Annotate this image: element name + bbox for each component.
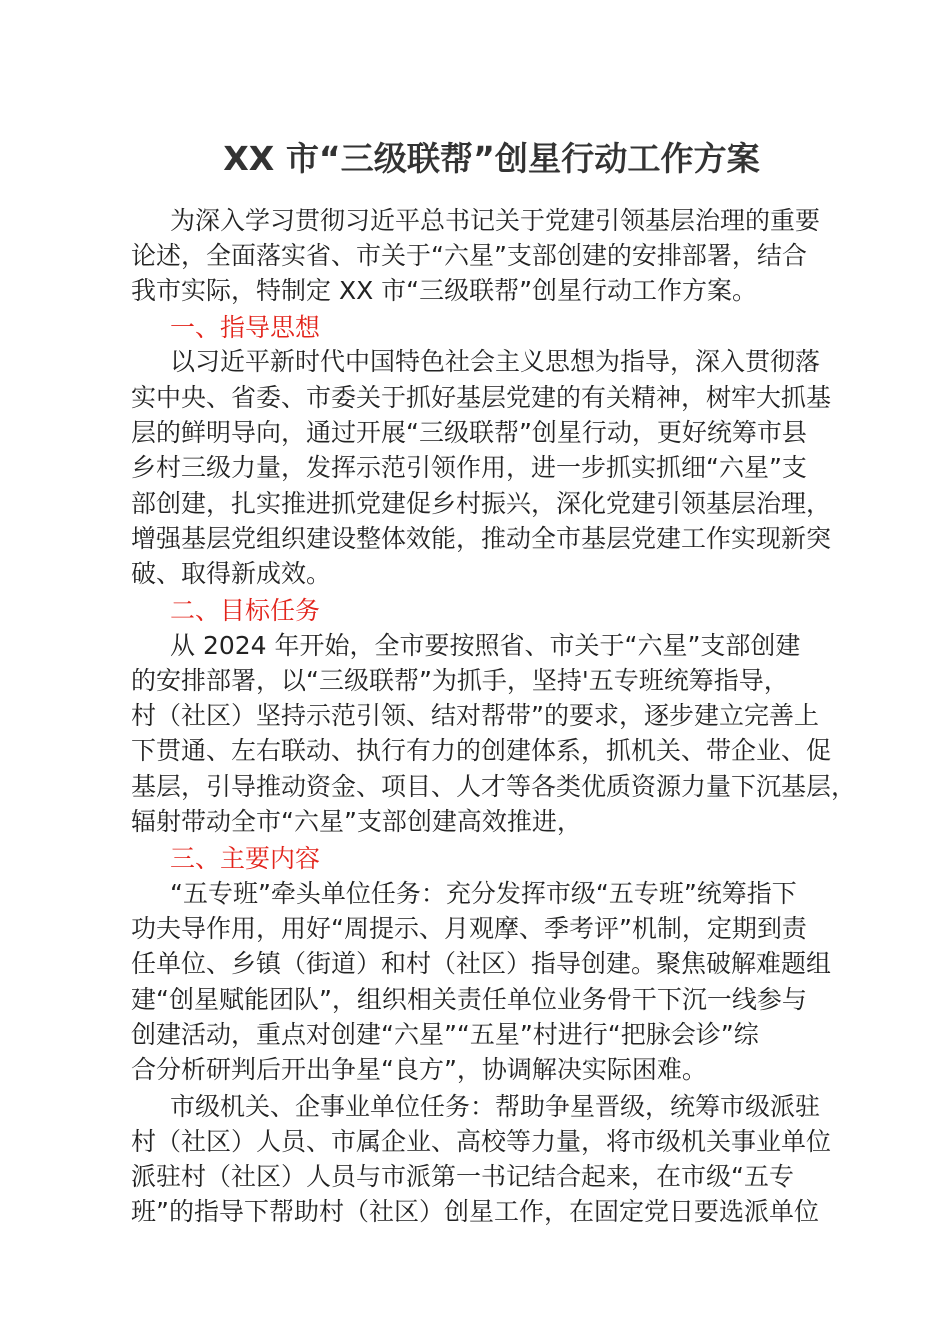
section-1-line-6: 增强基层党组织建设整体效能，推动全市基层党建工作实现新突	[131, 524, 832, 553]
section-1-line-3: 层的鲜明导向，通过开展“三级联帮”创星行动，更好统筹市县	[131, 418, 807, 447]
section-3-line-10: 班”的指导下帮助村（社区）创星工作，在固定党日要选派单位	[131, 1197, 819, 1226]
section-1-line-7: 破、取得新成效。	[131, 559, 332, 588]
section-1-line-4: 乡村三级力量，发挥示范引领作用，进一步抓实抓细“六星”支	[131, 453, 807, 482]
intro-line-3: 我市实际，特制定 XX 市“三级联帮”创星行动工作方案。	[131, 276, 758, 305]
section-3-line-7: 市级机关、企事业单位任务：帮助争星晋级，统筹市级派驻	[170, 1092, 821, 1121]
section-2-line-5: 基层，引导推动资金、项目、人才等各类优质资源力量下沉基层，	[131, 772, 857, 801]
document-title: XX 市“三级联帮”创星行动工作方案	[223, 139, 760, 178]
section-2-line-1: 从 2024 年开始，全市要按照省、市关于“六星”支部创建	[170, 631, 801, 660]
section-2-line-6: 辐射带动全市“六星”支部创建高效推进，	[131, 807, 582, 836]
section-3-line-8: 村（社区）人员、市属企业、高校等力量，将市级机关事业单位	[131, 1127, 832, 1156]
section-2-line-3: 村（社区）坚持示范引领、结对帮带”的要求，逐步建立完善上	[131, 701, 819, 730]
section-3-line-3: 任单位、乡镇（街道）和村（社区）指导创建。聚焦破解难题组	[131, 949, 832, 978]
section-2-line-4: 下贯通、左右联动、执行有力的创建体系，抓机关、带企业、促	[131, 736, 832, 765]
section-1-line-2: 实中央、省委、市委关于抓好基层党建的有关精神，树牢大抓基	[131, 383, 832, 412]
section-1-line-5: 部创建，扎实推进抓党建促乡村振兴，深化党建引领基层治理，	[131, 489, 832, 518]
intro-line-1: 为深入学习贯彻习近平总书记关于党建引领基层治理的重要	[170, 206, 821, 235]
section-3-line-1: “五专班”牵头单位任务：充分发挥市级“五专班”统筹指下	[170, 879, 797, 908]
intro-line-2: 论述，全面落实省、市关于“六星”支部创建的安排部署，结合	[131, 241, 807, 270]
section-heading-guiding-ideology: 一、指导思想	[170, 313, 321, 342]
section-heading-main-content: 三、主要内容	[170, 844, 321, 873]
section-3-line-9: 派驻村（社区）人员与市派第一书记结合起来，在市级“五专	[131, 1162, 794, 1191]
section-3-line-5: 创建活动，重点对创建“六星”“五星”村进行“把脉会诊”综	[131, 1020, 759, 1049]
section-2-line-2: 的安排部署，以“三级联帮”为抓手，坚持'五专班统筹指导，	[131, 666, 789, 695]
section-3-line-6: 合分析研判后开出争星“良方”，协调解决实际困难。	[131, 1055, 707, 1084]
section-3-line-2: 功夫导作用，用好“周提示、月观摩、季考评”机制，定期到责	[131, 914, 807, 943]
section-heading-objectives: 二、目标任务	[170, 596, 321, 625]
section-3-line-4: 建“创星赋能团队”，组织相关责任单位业务骨干下沉一线参与	[131, 985, 807, 1014]
section-1-line-1: 以习近平新时代中国特色社会主义思想为指导，深入贯彻落	[170, 347, 821, 376]
